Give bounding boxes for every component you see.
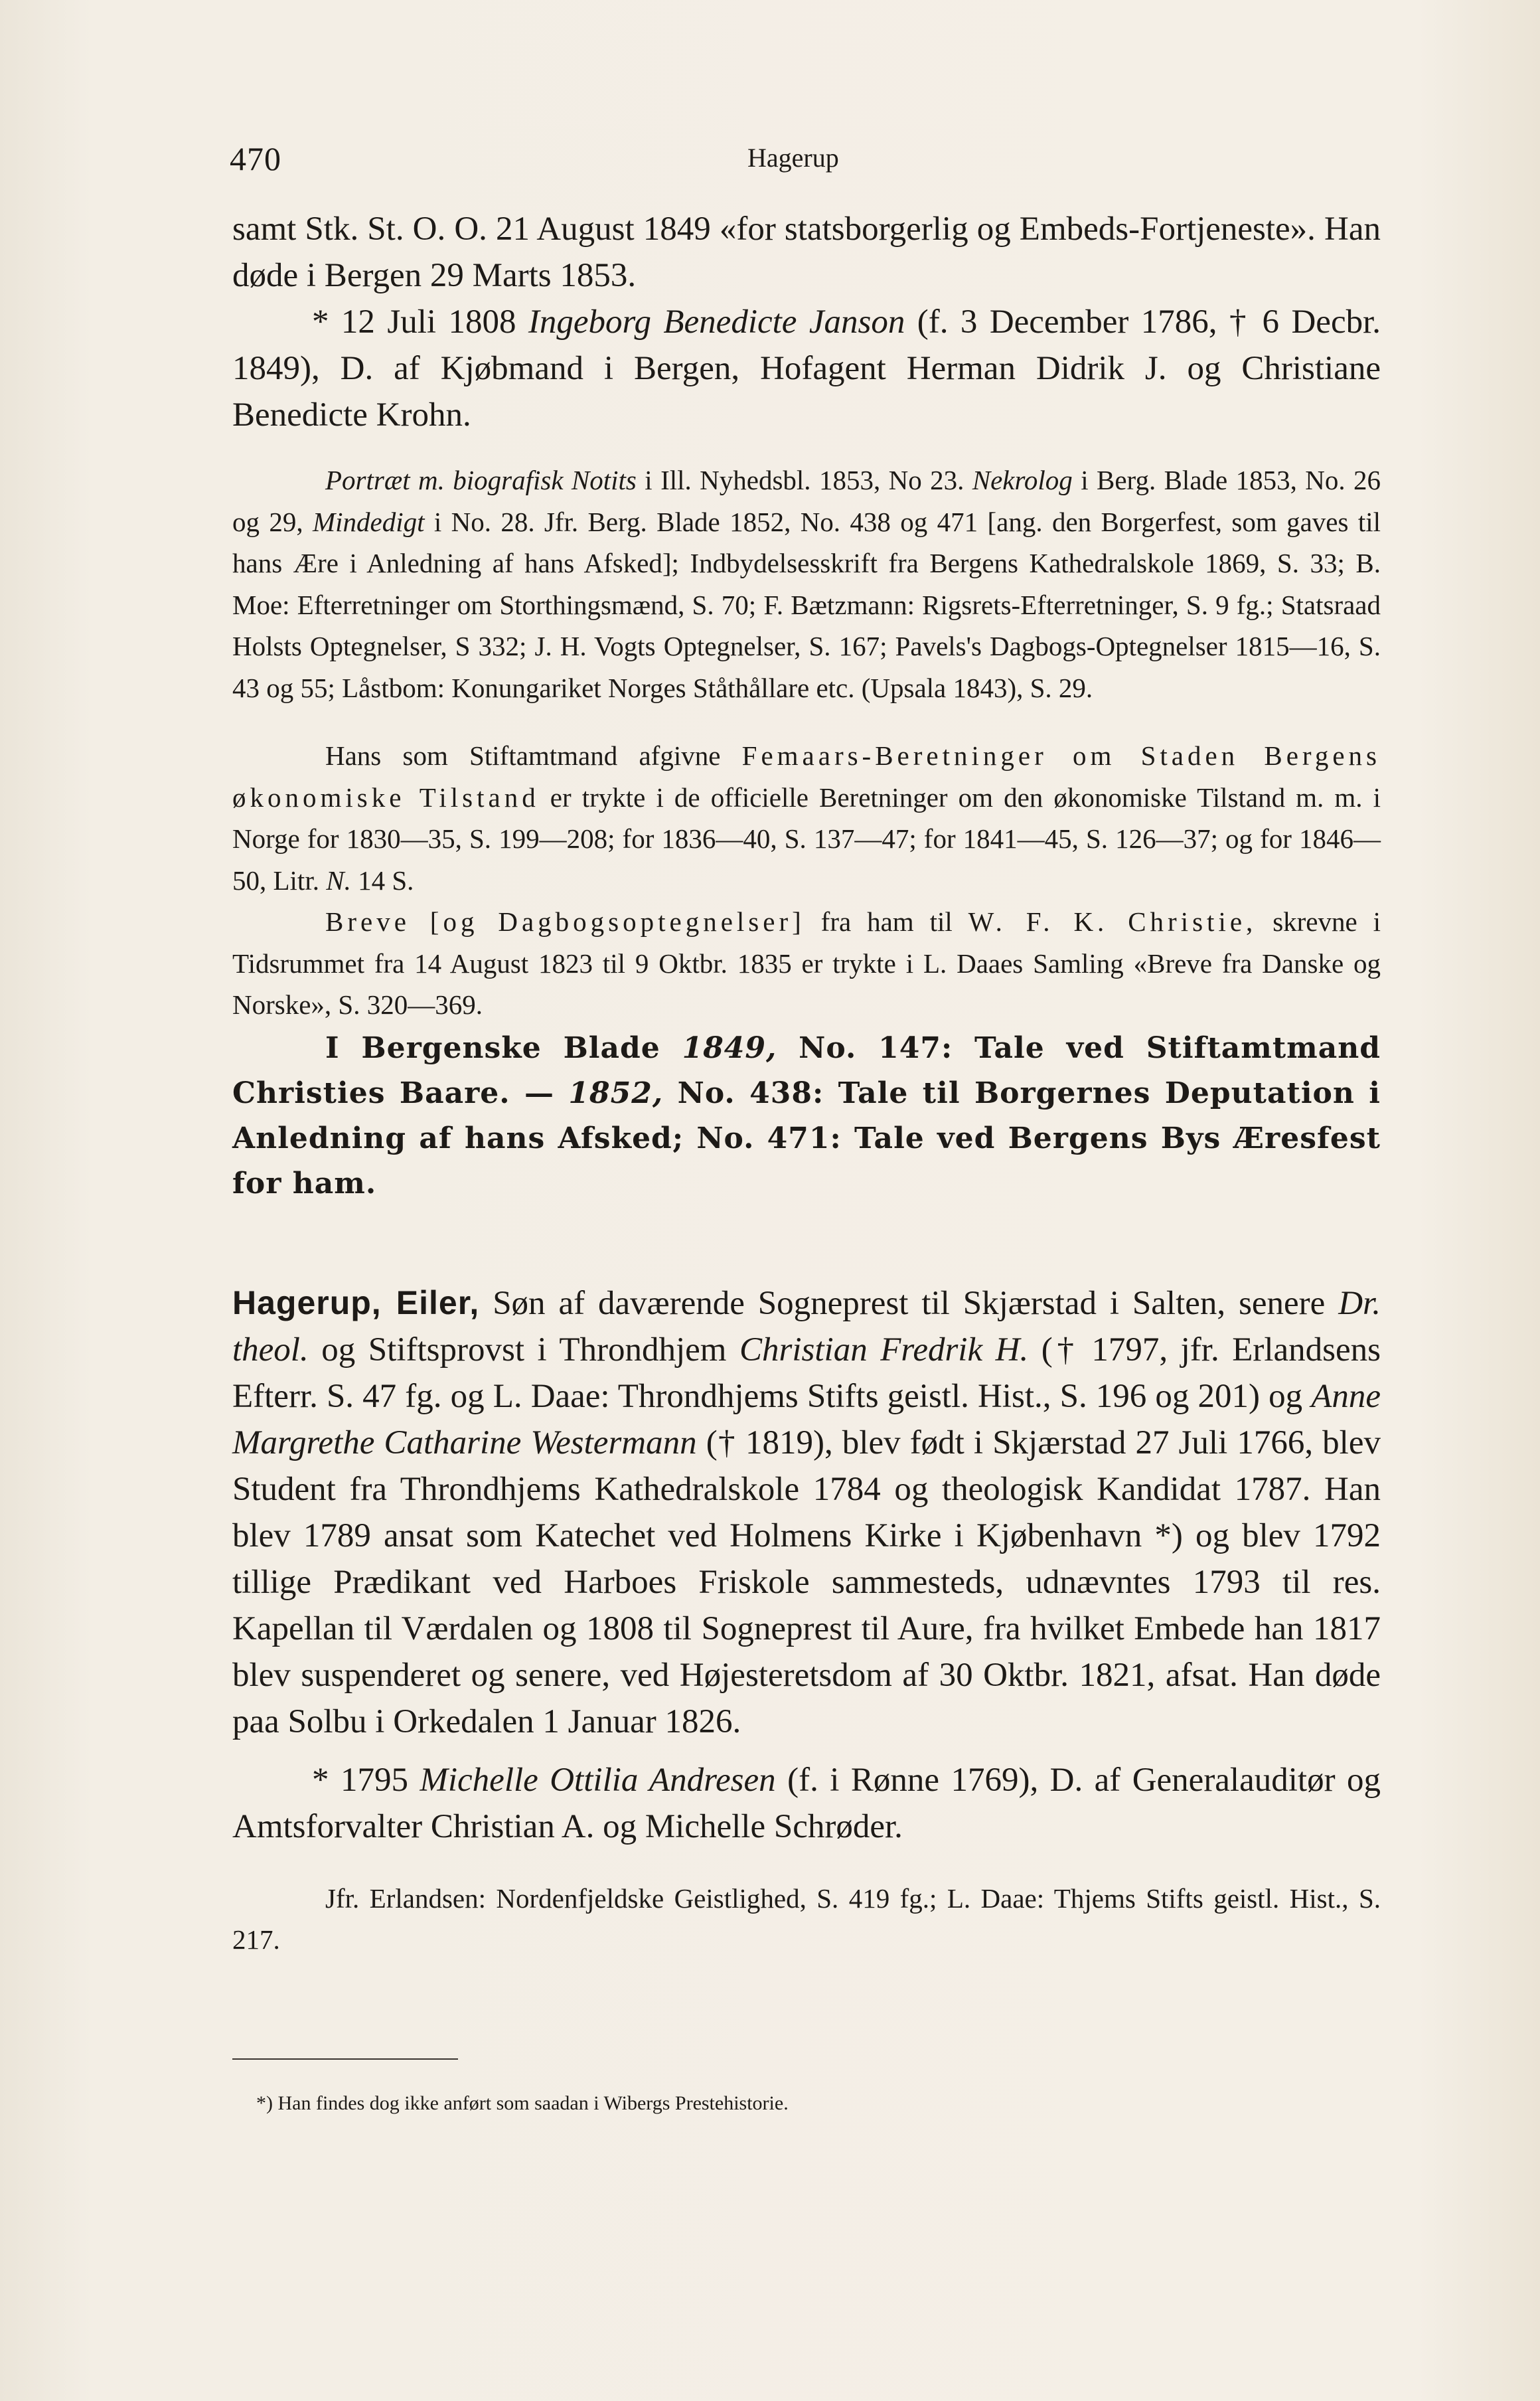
speeches-year-1: 1849, [682, 1031, 777, 1065]
bio-title: Dr. theol. [232, 1284, 1381, 1368]
reports-text-3: 14 S. [350, 865, 414, 896]
reports-text-1: Hans som Stiftamtmand afgivne [325, 740, 742, 771]
entry-prev-sources-paragraph [232, 459, 1381, 708]
footnote-text: Han findes dog ikke anført som saadan i Wibergs Prestehistorie. [273, 2092, 789, 2114]
page-body [232, 206, 1381, 1961]
speeches-text-1: I Bergenske Blade [325, 1031, 682, 1065]
page-header [230, 139, 1378, 186]
source-portrait: Portræt m. biografisk Notits [325, 465, 637, 495]
main-spouse-name: Michelle Ottilia Andresen [420, 1761, 776, 1799]
footnote-marker: *) [256, 2092, 273, 2114]
entry-prev-letters-paragraph [232, 901, 1381, 1026]
letters-text-2: skrevne i Tidsrummet fra 14 August 1823 til 9 Oktbr. 1835 er trykte i L. Daaes Samling «Breve fra Danske og Norske», S. 320—369. [232, 906, 1381, 1020]
letters-recipient: W. F. K. Christie, [968, 906, 1257, 937]
spouse-details: (f. 3 December 1786, † 6 Decbr. 1849), D. af Kjøbmand i Bergen, Hofagent Herman Didrik J. og Christiane Benedicte Krohn. [232, 303, 1381, 434]
entry-main-biography-paragraph [232, 1280, 1381, 1745]
footnote-divider [232, 2058, 458, 2060]
marriage-date: * 12 Juli 1808 [312, 303, 528, 341]
speeches-text-2: No. 147: Tale ved Stiftamtmand Christies Baare. — [232, 1031, 1381, 1110]
source-text-1: i Ill. Nyhedsbl. 1853, No 23. [636, 465, 972, 495]
bio-text-2: og Stiftsprovst i Throndhjem [308, 1331, 739, 1368]
main-marriage-date: * 1795 [312, 1761, 420, 1799]
entry-prev-paragraph-1: samt Stk. St. O. O. 21 August 1849 «for statsborgerlig og Embeds-Fortjeneste». Han døde i Bergen 29 Marts 1853. [232, 210, 1381, 294]
reports-litr: N. [326, 865, 351, 896]
bio-father-name: Christian Fredrik H. [739, 1331, 1029, 1368]
entry-head-name: Hagerup, Eiler, [232, 1283, 480, 1321]
source-memorial-poem: Mindedigt [312, 506, 425, 537]
letters-title: Breve [og Dagbogsoptegnelser] [325, 906, 805, 937]
entry-prev-speeches-paragraph [232, 1026, 1381, 1206]
speeches-year-2: 1852, [568, 1076, 664, 1110]
bio-mother-name: Anne Margrethe Catharine Westermann [232, 1377, 1381, 1461]
running-title: Hagerup [747, 143, 839, 173]
source-text-2: i Berg. Blade 1853, No. 26 og 29, [232, 465, 1381, 537]
reports-title: Femaars-Beretninger om Staden Bergens økonomiske Tilstand [232, 740, 1381, 813]
bio-text-4: († 1819), blev født i Skjærstad 27 Juli 1766, blev Student fra Throndhjems Kathedralskole 1784 og theologisk Kandidat 1787. Han blev 1789 ansat som Katechet ved Holmens Kirke i Kjøbenhavn *) og blev 1792 tillige Prædikant ved Harboes Friskole sammesteds, udnævntes 1793 til res. Kapellan til Værdalen og 1808 til Sogneprest til Aure, fra hvilket Embede han 1817 blev suspenderet og senere, ved Højesteretsdom af 30 Oktbr. 1821, afsat. Han døde paa Solbu i Orkedalen 1 Januar 1826. [232, 1424, 1381, 1740]
reports-text-2: er trykte i de officielle Beretninger om den økonomiske Tilstand m. m. i Norge for 1830—35, S. 199—208; for 1836—40, S. 137—47; for 1841—45, S. 126—37; og for 1846—50, Litr. [232, 782, 1381, 896]
bio-text-1: Søn af daværende Sogneprest til Skjærstad i Salten, senere [479, 1284, 1339, 1322]
spouse-name: Ingeborg Benedicte Janson [528, 303, 905, 341]
entry-main-sources-paragraph: Jfr. Erlandsen: Nordenfjeldske Geistlighed, S. 419 fg.; L. Daae: Thjems Stifts geistl. Hist., S. 217. [232, 1882, 1381, 1955]
entry-prev-marriage-paragraph [232, 299, 1381, 438]
entry-prev-reports-paragraph [232, 735, 1381, 901]
footnote [256, 2090, 1378, 2117]
source-text-3: i No. 28. Jfr. Berg. Blade 1852, No. 438 og 471 [ang. den Borgerfest, som gaves til hans Ære i Anledning af hans Afsked]; Indbydelsesskrift fra Bergens Kathedralskole 1869, S. 33; B. Moe: Efterretninger om Storthingsmænd, S. 70; F. Bætzmann: Rigsrets-Efterretninger, S. 9 fg.; Statsraad Holsts Optegnelser, S 332; J. H. Vogts Optegnelser, S. 167; Pavels's Dagbogs-Optegnelser 1815—16, S. 43 og 55; Låstbom: Konungariket Norges Ståthållare etc. (Upsala 1843), S. 29. [232, 506, 1381, 703]
main-spouse-details: (f. i Rønne 1769), D. af Generalauditør og Amtsforvalter Christian A. og Michelle Schrøder. [232, 1761, 1381, 1845]
source-obituary: Nekrolog [972, 465, 1073, 495]
entry-main-marriage-paragraph [232, 1757, 1381, 1850]
speeches-text-3: No. 438: Tale til Borgernes Deputation i Anledning af hans Afsked; No. 471: Tale ved Bergens Bys Æresfest for ham. [232, 1076, 1381, 1200]
letters-text-1: fra ham til [805, 906, 968, 937]
bio-text-3: († 1797, jfr. Erlandsens Efterr. S. 47 fg. og L. Daae: Throndhjems Stifts geistl. Hist., S. 196 og 201) og [232, 1331, 1381, 1415]
page-number: 470 [230, 140, 281, 177]
